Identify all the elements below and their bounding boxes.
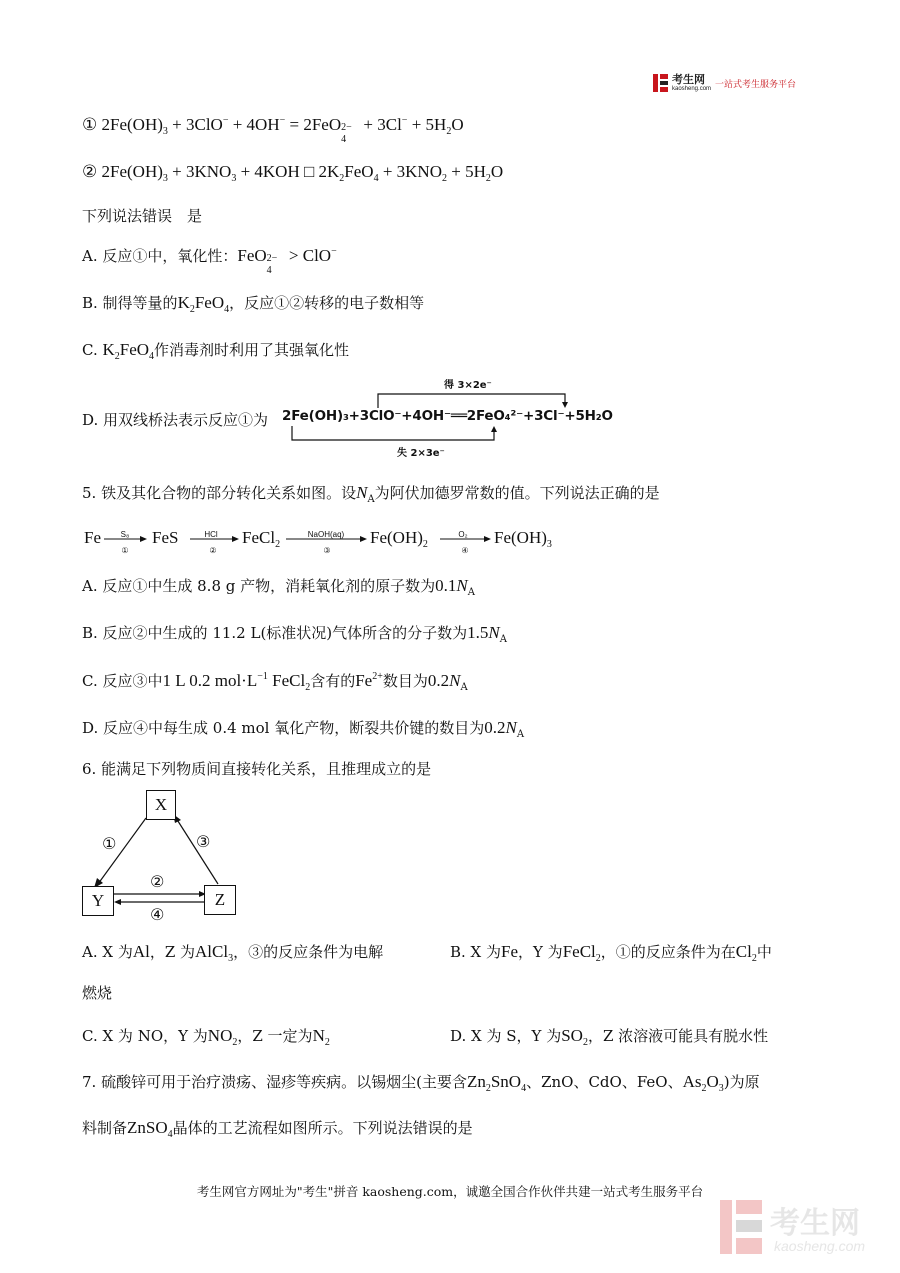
chain-feoh3: $Fe(OH)_3$ [494,528,552,550]
header-logo [652,72,796,94]
footer-text: 考生网官方网址为"考生"拼音 kaosheng.com，诚邀全国合作伙伴共建一站式考生服务平台 [196,1184,704,1199]
bridge-top-label: 得 3×2e⁻ [444,380,492,391]
q7-line-1: 7. 硫酸锌可用于治疗溃疡、湿疹等疾病。以锡烟尘(主要含$Zn_2SnO_4$、ZnO、CdO、FeO、$As_2O_3$)为原 [82,1072,760,1094]
node-z: Z [204,885,236,915]
logo-slogan: 一站式考生服务平台 [715,79,797,90]
q4-option-c: C. $K_2FeO_4$作消毒剂时利用了其强氧化性 [82,340,350,362]
kaosheng-logo-icon [652,73,670,93]
q7-line-2: 料制备ZnSO$_4$晶体的工艺流程如图所示。下列说法错误的是 [82,1118,473,1140]
footer-watermark [718,1196,888,1260]
q5-option-a: A. 反应①中生成 8.8 g 产物，消耗氧化剂的原子数为$0.1N_A$ [82,576,475,598]
q4-option-d: D. 用双线桥法表示反应①为 [82,411,269,429]
bridge-lines-icon [282,376,642,462]
chain-fe: Fe [84,528,101,547]
q4-option-a: A. 反应①中，氧化性：FeO 2− 4 > ClO− [82,246,337,276]
q5-option-c: C. 反应③中1 L 0.2 $mol\cdot L^{-1}$ FeCl$_2$含有的$Fe^{2+}$数目为$0.2N_A$ [82,671,468,693]
arrow-label-3: ③ [196,832,211,851]
arrow-label-2: ② [150,872,165,891]
node-y: Y [82,886,114,916]
q6-option-c: C. X 为 NO，Y 为$NO_2$，Z 一定为$N_2$ [82,1026,330,1048]
arrow-label-1: ① [102,834,117,853]
q6-option-b-wrap: 燃烧 [82,984,113,1002]
node-x: X [146,790,176,820]
watermark-logo-icon [718,1198,766,1256]
q4-option-b: B. 制得等量的$K_2FeO_4$，反应①②转移的电子数相等 [82,293,425,315]
logo-sub-text: kaosheng.com [672,85,712,92]
bridge-equation-text: 2Fe(OH)₃+3ClO⁻+4OH⁻══2FeO₄²⁻+3Cl⁻+5H₂O [282,408,613,424]
chain-feoh2: $Fe(OH)_2$ [370,528,428,550]
q5-option-d: D. 反应④中每生成 0.4 mol 氧化产物，断裂共价键的数目为$0.2N_A$ [82,718,525,740]
q6-option-b: B. X 为Fe，Y 为FeCl$_2$，①的反应条件为在$Cl_2$中 [450,942,772,964]
q6-option-d: D. X 为 S，Y 为$SO_2$，Z 浓溶液可能具有脱水性 [450,1026,769,1048]
watermark-main-text: 考生网 [770,1206,860,1241]
q5-option-b: B. 反应②中生成的 11.2 L(标准状况)气体所含的分子数为$1.5N_A$ [82,623,507,645]
bridge-bottom-label: 失 2×3e⁻ [397,448,445,459]
logo-main-text: 考生网 [672,72,705,86]
q4-equation-2: ② $2Fe(OH)_3 + 3KNO_3 + 4KOH$ □ $2K_2FeO_4 + 3KNO_2 + 5H_2O$ [82,162,504,184]
q4-equation-1: ① $2Fe(OH)_3 + 3ClO^- + 4OH^- = 2FeO$ 2− 4 + $3Cl^- + 5H_2O$ [82,115,464,145]
q6-stem: 6. 能满足下列物质间直接转化关系，且推理成立的是 [82,760,432,778]
q4-prompt: 下列说法错误 是 [82,207,203,225]
q6-diagram [80,788,240,924]
q6-option-a: A. X 为Al，Z 为AlCl$_3$，③的反应条件为电解 [82,942,384,964]
arrow-label-4: ④ [150,905,165,924]
double-bridge-equation [282,376,642,462]
chain-fecl2: FeCl$_2$ [242,528,281,550]
q5-reaction-chain: Fe S₈ ① FeS HCl ② FeCl$_2$ NaOH(aq) ③ $Fe(OH)_2$ O₂ ④ $Fe(OH)_3$ [84,528,552,555]
chain-fes: FeS [152,528,179,547]
q5-stem: 5. 铁及其化合物的部分转化关系如图。设$N_A$为阿伏加德罗常数的值。下列说法正确的是 [82,483,660,505]
watermark-sub-text: kaosheng.com [774,1238,866,1254]
